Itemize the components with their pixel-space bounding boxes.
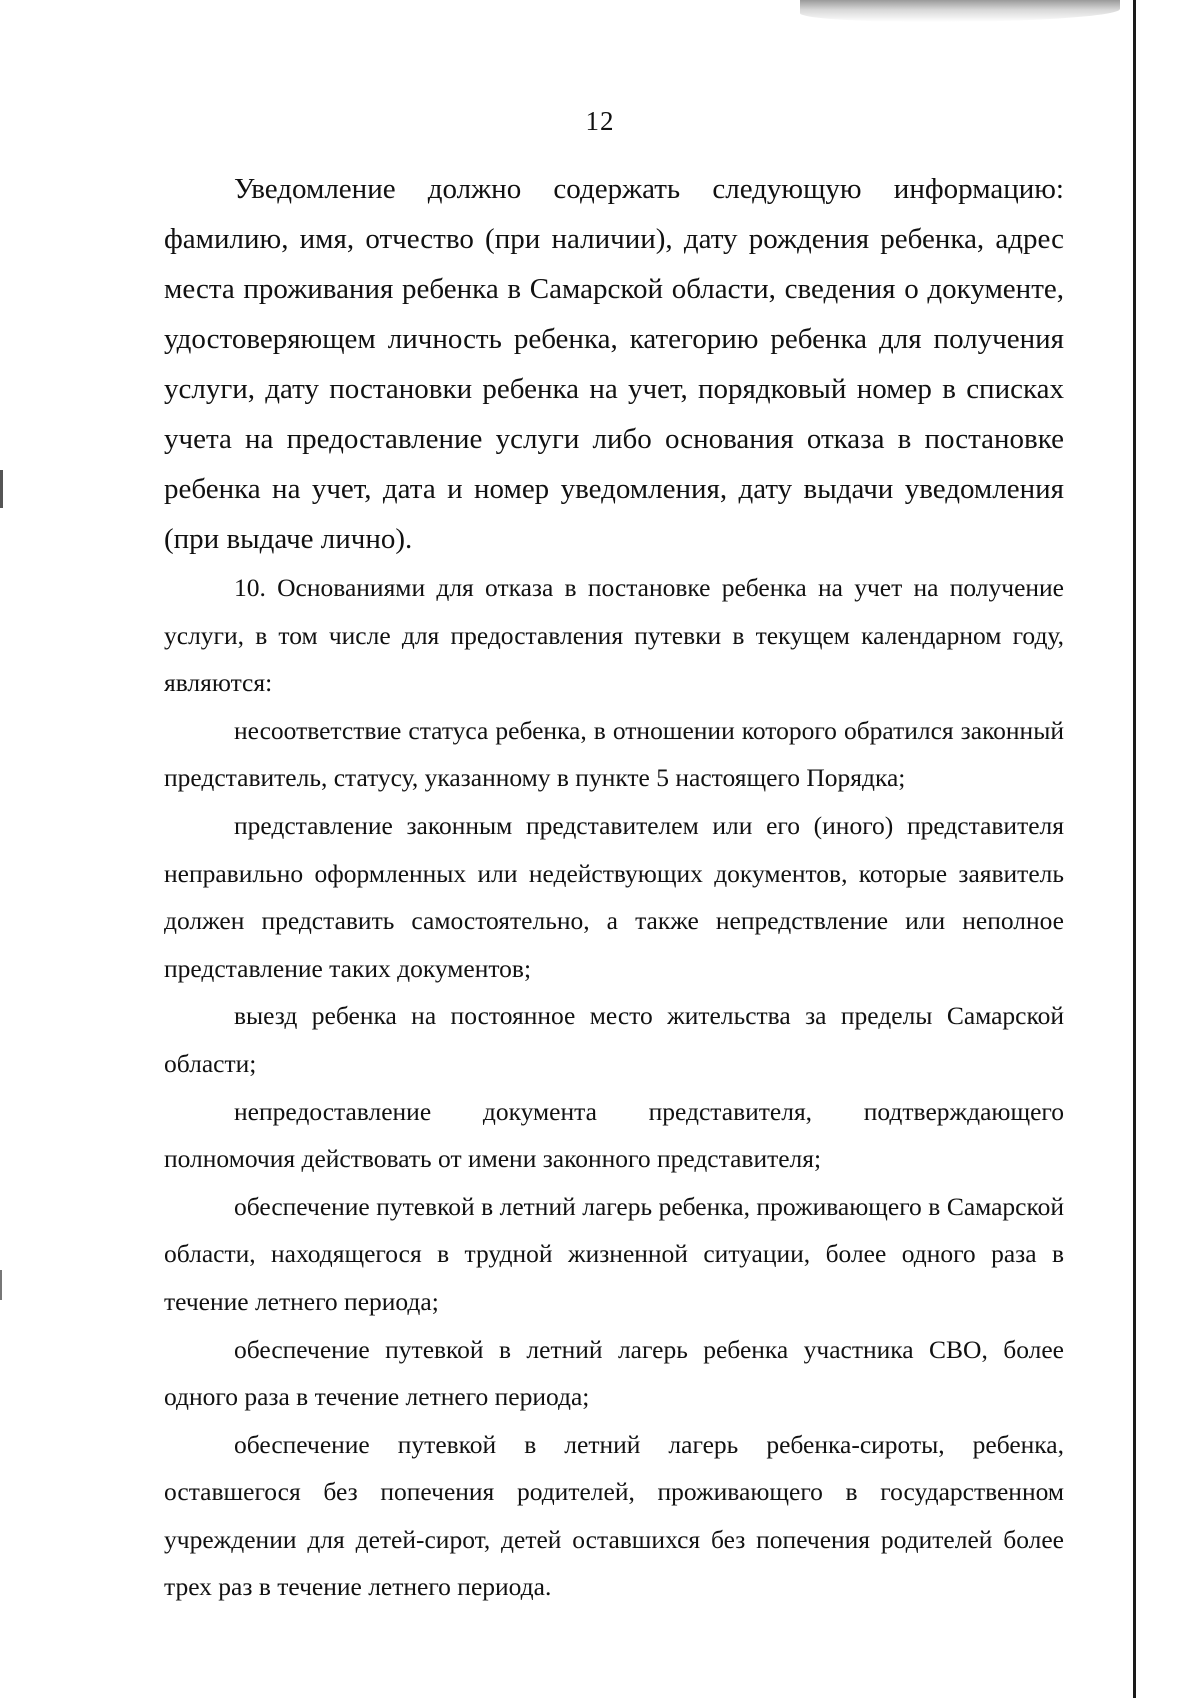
paragraph-text: обеспечение путевкой в летний лагерь ребенка, проживающего в Самарской области, находящегося в трудной жизненной ситуации, более одного раза в течение летнего периода;	[164, 1191, 1064, 1316]
paragraph-ground-orphan-repeat	[164, 1421, 1064, 1611]
document-body	[164, 164, 1064, 1611]
paragraph-text: непредоставление документа представителя, подтверждающего полномочия действовать от имени законного представителя;	[164, 1096, 1064, 1174]
paragraph-notification-contents	[164, 164, 1064, 564]
paragraph-ground-svo-repeat	[164, 1326, 1064, 1421]
paragraph-text: выезд ребенка на постоянное место жительства за пределы Самарской области;	[164, 1001, 1064, 1078]
paragraph-ground-invalid-documents	[164, 802, 1064, 992]
scan-mark-left	[0, 470, 3, 508]
paragraph-text: обеспечение путевкой в летний лагерь ребенка участника СВО, более одного раза в течение летнего периода;	[164, 1334, 1064, 1412]
paragraph-text: представление законным представителем или его (иного) представителя неправильно оформленных или недействующих документов, которые заявитель должен представить самостоятельно, а также непредствление или неполное представление таких документов;	[164, 810, 1064, 983]
paragraph-ground-hardship-repeat	[164, 1183, 1064, 1326]
paragraph-item-10	[164, 564, 1064, 707]
paragraph-text: обеспечение путевкой в летний лагерь ребенка-сироты, ребенка, оставшегося без попечения родителей, проживающего в государственном учреждении для детей-сирот, детей оставшихся без попечения родителей более трех раз в течение летнего периода.	[164, 1429, 1064, 1602]
scan-edge-right	[1133, 0, 1136, 1698]
scan-smudge	[800, 0, 1120, 22]
paragraph-text: 10. Основаниями для отказа в постановке ребенка на учет на получение услуги, в том числе для предоставления путевки в текущем календарном году, являются:	[164, 573, 1064, 698]
paragraph-text: Уведомление должно содержать следующую информацию: фамилию, имя, отчество (при наличии), дату рождения ребенка, адрес места проживания ребенка в Самарской области, сведения о документе, удостоверяющем личность ребенка, категорию ребенка для получения услуги, дату постановки ребенка на учет, порядковый номер в списках учета на предоставление услуги либо основания отказа в постановке ребенка на учет, дата и номер уведомления, дату выдачи уведомления (при выдаче лично).	[164, 173, 1064, 555]
paragraph-ground-relocation	[164, 992, 1064, 1087]
scan-mark-left-lower	[0, 1270, 2, 1300]
paragraph-ground-no-authority-document	[164, 1088, 1064, 1183]
paragraph-ground-status-mismatch	[164, 707, 1064, 802]
paragraph-text: несоответствие статуса ребенка, в отношении которого обратился законный представитель, статусу, указанному в пункте 5 настоящего Порядка;	[164, 715, 1064, 793]
page-number: 12	[585, 106, 615, 136]
